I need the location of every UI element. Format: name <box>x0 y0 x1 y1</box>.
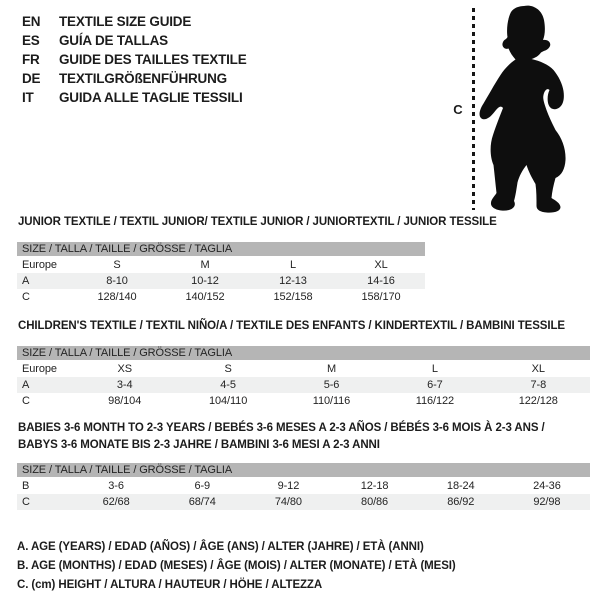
lang-row-fr <box>22 50 247 69</box>
table-cell: 6-7 <box>427 379 443 391</box>
table-row <box>17 360 590 377</box>
table-cell: 104/110 <box>208 395 248 407</box>
table-row <box>17 477 590 494</box>
table-cell: S <box>113 258 121 271</box>
row-label: C <box>22 496 30 508</box>
table-cell: M <box>200 258 210 271</box>
table-cell: S <box>224 362 232 375</box>
table-cell: 10-12 <box>191 275 219 287</box>
table-cell: 18-24 <box>446 479 475 492</box>
table-cell: 14-16 <box>367 275 395 287</box>
table-title-line2: BABYS 3-6 MONATE BIS 2-3 JAHRE / BAMBINI 3-6 MESI A 2-3 ANNI <box>18 439 380 451</box>
table-row <box>17 494 590 510</box>
row-label: B <box>22 479 30 492</box>
size-header-bar: SIZE / TALLA / TAILLE / GRÖSSE / TAGLIA <box>17 346 590 360</box>
table-cell: 24-36 <box>533 479 561 492</box>
table-row <box>17 289 425 305</box>
row-label: Europe <box>22 362 57 375</box>
footnote-a: A. AGE (YEARS) / EDAD (AÑOS) / ÂGE (ANS) / ALTER (JAHRE) / ETÀ (ANNI) <box>17 541 424 553</box>
lang-title: GUÍA DE TALLAS <box>59 33 168 48</box>
footnote-b: B. AGE (MONTHS) / EDAD (MESES) / ÂGE (MOIS) / ALTER (MONATE) / ETÀ (MESI) <box>17 560 456 572</box>
table-cell: 6-9 <box>194 479 211 492</box>
lang-title: TEXTILE SIZE GUIDE <box>59 14 192 29</box>
table-row <box>17 377 590 393</box>
table-cell: XL <box>531 362 545 375</box>
table-cell: 140/152 <box>185 291 225 303</box>
lang-row-it <box>22 88 247 107</box>
table-cell: 7-8 <box>530 379 547 391</box>
language-guide <box>22 12 247 107</box>
table-cell: 62/68 <box>102 496 130 508</box>
row-label: C <box>22 395 30 407</box>
lang-row-de <box>22 69 247 88</box>
table-cell: 92/98 <box>533 496 561 508</box>
table-row <box>17 273 425 289</box>
lang-code: FR <box>22 52 40 67</box>
table-row <box>17 393 590 409</box>
table-cell: 110/116 <box>312 395 351 407</box>
table-cell: XS <box>117 362 132 375</box>
junior-size-table <box>17 216 497 305</box>
toddler-silhouette-icon <box>478 0 598 220</box>
lang-title: GUIDA ALLE TAGLIE TESSILI <box>59 90 243 105</box>
height-measure-dotted-line <box>472 8 475 210</box>
table-cell: 12-18 <box>360 479 389 492</box>
table-cell: 152/158 <box>273 291 313 303</box>
lang-row-es <box>22 31 247 50</box>
footnote-c: C. (cm) HEIGHT / ALTURA / HAUTEUR / HÖHE / ALTEZZA <box>17 579 323 591</box>
table-cell: XL <box>374 258 388 271</box>
lang-row-en <box>22 12 247 31</box>
lang-code: IT <box>22 90 34 105</box>
table-cell: M <box>326 362 337 375</box>
lang-code: ES <box>22 33 40 48</box>
row-label: A <box>22 275 30 287</box>
table-cell: 128/140 <box>97 291 137 303</box>
table-cell: 86/92 <box>447 496 475 508</box>
table-title: CHILDREN'S TEXTILE / TEXTIL NIÑO/A / TEXTILE DES ENFANTS / KINDERTEXTIL / BAMBINI TESSILE <box>18 320 565 332</box>
table-cell: 74/80 <box>274 496 302 508</box>
row-label: Europe <box>22 258 57 271</box>
row-label: A <box>22 379 30 391</box>
table-cell: 122/128 <box>518 395 558 407</box>
table-cell: 80/86 <box>361 496 389 508</box>
babies-size-table <box>17 420 590 510</box>
table-cell: 116/122 <box>415 395 455 407</box>
table-cell: 4-5 <box>220 379 236 391</box>
legend-footnotes <box>17 538 456 595</box>
table-title: JUNIOR TEXTILE / TEXTIL JUNIOR/ TEXTILE JUNIOR / JUNIORTEXTIL / JUNIOR TESSILE <box>18 216 497 228</box>
lang-code: EN <box>22 14 41 29</box>
table-title-line1: BABIES 3-6 MONTH TO 2-3 YEARS / BEBÉS 3-6 MESES A 2-3 AÑOS / BÉBÉS 3-6 MOIS À 2-3 ANS / <box>18 422 545 434</box>
table-row <box>17 256 425 273</box>
table-cell: L <box>289 258 297 271</box>
table-cell: L <box>431 362 438 375</box>
lang-title: GUIDE DES TAILLES TEXTILE <box>59 52 247 67</box>
table-cell: 12-13 <box>279 275 307 287</box>
lang-code: DE <box>22 71 41 86</box>
size-header-bar: SIZE / TALLA / TAILLE / GRÖSSE / TAGLIA <box>17 242 425 256</box>
table-cell: 8-10 <box>106 275 128 287</box>
size-header-bar: SIZE / TALLA / TAILLE / GRÖSSE / TAGLIA <box>17 463 590 477</box>
height-measure-label: C <box>453 102 463 117</box>
table-cell: 9-12 <box>277 479 300 492</box>
children-size-table <box>17 320 590 409</box>
table-cell: 158/170 <box>361 291 401 303</box>
table-cell: 68/74 <box>188 496 216 508</box>
table-cell: 5-6 <box>323 379 340 391</box>
table-cell: 3-6 <box>108 479 124 492</box>
table-cell: 98/104 <box>108 395 142 407</box>
lang-title: TEXTILGRÖßENFÜHRUNG <box>59 71 227 86</box>
row-label: C <box>22 291 30 303</box>
table-cell: 3-4 <box>116 379 133 391</box>
